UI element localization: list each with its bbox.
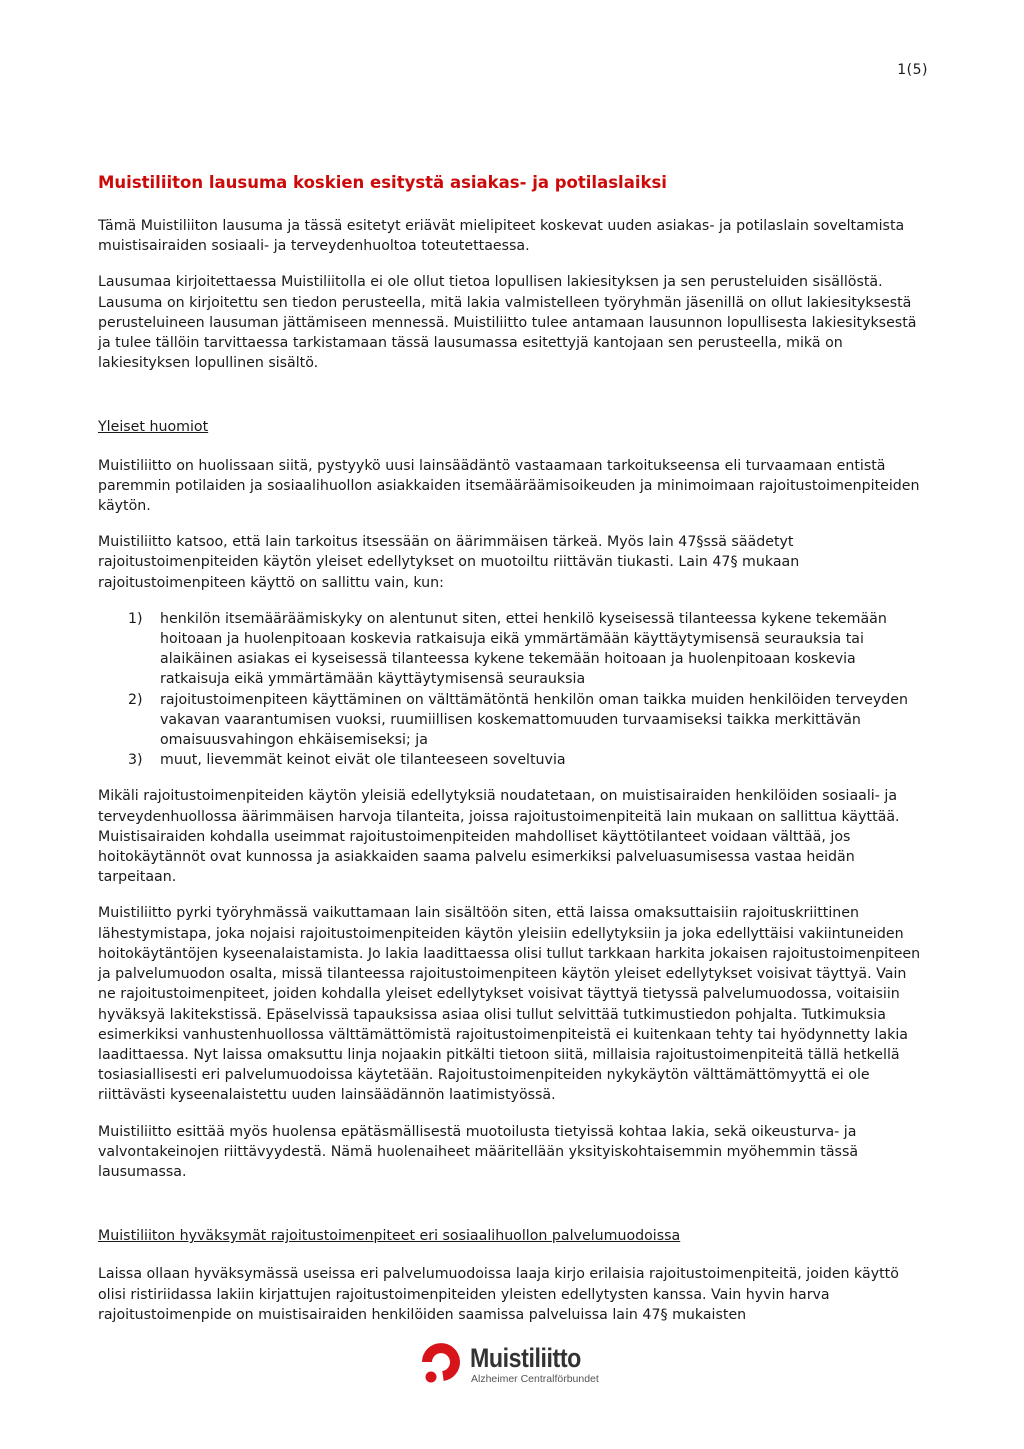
- list-item-number: 2): [128, 691, 143, 708]
- document-body: [98, 172, 924, 1341]
- list-item: [98, 690, 924, 751]
- general-paragraph-3: Mikäli rajoitustoimenpiteiden käytön yleisiä edellytyksiä noudatetaan, on muistisairaiden henkilöiden sosiaali- ja terveydenhuollossa äärimmäisen harvoja tilanteita, joissa rajoitustoimenpiteitä lain mukaan on sallittua käyttää. Muistisairaiden kohdalla useimmat rajoitustoimenpiteiden mahdolliset käyttötilanteet voidaan välttää, jos hoitokäytännöt ovat kunnossa ja asiakkaiden saama palvelu esimerkiksi palveluasumisessa vastaa heidän tarpeitaan.: [98, 788, 900, 886]
- section-heading-general: Yleiset huomiot: [98, 419, 209, 436]
- list-item: [98, 609, 924, 690]
- list-item-number: 3): [128, 752, 143, 769]
- general-paragraph-2: Muistiliitto katsoo, että lain tarkoitus itsessään on äärimmäisen tärkeä. Myös lain 47§ssä säädetyt rajoitustoimenpiteiden käytön yleiset edellytykset on muotoiltu riittävän tiukasti. Lain 47§ mukaan rajoitustoimenpiteen käyttö on sallittu vain, kun:: [98, 534, 800, 591]
- general-paragraph-5: Muistiliitto esittää myös huolensa epätäsmällisestä muotoilusta tietyissä kohtaa lakia, sekä oikeusturva- ja valvontakeinojen riittävyydestä. Nämä huolenaiheet määritellään yksityiskohtaisemmin myöhemmin tässä lausumassa.: [98, 1123, 859, 1180]
- conditions-list: [98, 609, 924, 771]
- list-item-number: 1): [128, 610, 143, 627]
- intro-paragraph-2: Lausumaa kirjoitettaessa Muistiliitolla ei ole ollut tietoa lopullisen lakiesityksen ja sen perusteluiden sisällöstä. Lausuma on kirjoitettu sen tiedon perusteella, mitä lakia valmistelleen työryhmän jäsenillä on ollut lakiesityksestä perusteluineen lausuman jättämiseen mennessä. Muistiliitto tulee antamaan lausunnon lopullisesta lakiesityksestä ja tulee tällöin tarvittaessa tarkistamaan tässä lausumassa esitettyjä kantojaan sen perusteella, mikä on lakiesityksen lopullinen sisältö.: [98, 274, 917, 372]
- logo-mark-icon: [418, 1341, 464, 1387]
- page-number: 1(5): [897, 62, 928, 78]
- document-title: Muistiliiton lausuma koskien esitystä asiakas- ja potilaslaiksi: [98, 173, 667, 192]
- logo-subtitle: Alzheimer Centralförbundet: [471, 1373, 599, 1385]
- intro-paragraph-1: Tämä Muistiliiton lausuma ja tässä esitetyt eriävät mielipiteet koskevat uuden asiakas- ja potilaslain soveltamista muistisairaiden sosiaali- ja terveydenhuoltoa toteutettaessa.: [98, 218, 905, 255]
- general-paragraph-1: Muistiliitto on huolissaan siitä, pystyykö uusi lainsäädäntö vastaamaan tarkoitukseensa eli turvaamaan entistä paremmin potilaiden ja sosiaalihuollon asiakkaiden itsemääräämisoikeuden ja minimoimaan rajoitustoimenpiteiden käytön.: [98, 457, 920, 515]
- list-item-text: rajoitustoimenpiteen käyttäminen on välttämätöntä henkilön oman taikka muiden henkilöiden terveyden vakavan vaarantumisen vuoksi, ruumiillisen koskemattomuuden turvaamiseksi taikka merkittävän omaisuusvahingon ehkäisemiseksi; ja: [160, 691, 908, 749]
- muistiliitto-logo: [418, 1341, 618, 1387]
- list-item-text: muut, lievemmät keinot eivät ole tilanteeseen soveltuvia: [160, 752, 566, 769]
- general-paragraph-4: Muistiliitto pyrki työryhmässä vaikuttamaan lain sisältöön siten, että laissa omaksuttaisiin rajoituskriittinen lähestymistapa, joka nojaisi rajoitustoimenpiteiden käytön yleisiin edellytyksiin ja joka edellyttäisi vakiintuneiden hoitokäytäntöjen kyseenalaistamista. Jo lakia laadittaessa olisi tullut tarkkaan harkita jokaisen rajoitustoimenpiteen ja palvelumuodon osalta, missä tilanteessa rajoitustoimenpiteen käytön yleiset edellytykset voisivat täyttyä. Vain ne rajoitustoimenpiteet, joiden kohdalla yleiset edellytykset voisivat täyttyä tietyssä palvelumuodossa, voitaisiin hyväksyä lakitekstissä. Epäselvissä tapauksissa asiaa olisi tullut selvittää tutkimustiedon pohjalta. Tutkimuksia esimerkiksi vanhustenhuollossa välttämättömistä rajoitustoimenpiteistä ei kuitenkaan tehty tai hyödynnetty lakia laadittaessa. Nyt laissa omaksuttu linja nojaakin pitkälti tietoon siitä, millaisia rajoitustoimenpiteitä tällä hetkellä tosiasiallisesti eri palvelumuodoissa käytetään. Rajoitustoimenpiteiden nykykäytön välttämättömyyttä ei ole riittävästi kyseenalaistettu uuden lainsäädännön laatimistyössä.: [98, 905, 921, 1104]
- list-item: [98, 750, 924, 770]
- accepted-measures-paragraph-1: Laissa ollaan hyväksymässä useissa eri palvelumuodoissa laaja kirjo erilaisia rajoitustoimenpiteitä, joiden käyttö olisi ristiriidassa lakiin kirjattujen rajoitustoimenpiteiden yleisten edellytysten kanssa. Vain hyvin harva rajoitustoimenpide on muistisairaiden henkilöiden saamissa palveluissa lain 47§ mukaisten: [98, 1266, 899, 1323]
- logo-name: Muistiliitto: [470, 1343, 581, 1373]
- section-heading-accepted-measures: Muistiliiton hyväksymät rajoitustoimenpiteet eri sosiaalihuollon palvelumuodoissa: [98, 1228, 681, 1245]
- list-item-text: henkilön itsemääräämiskyky on alentunut siten, ettei henkilö kyseisessä tilanteessa kykene tekemään hoitoaan ja huolenpitoaan koskevia ratkaisuja eikä ymmärtämään käyttäytymisensä seurauksia tai alaikäinen asiakas ei kyseisessä tilanteessa kykene tekemään hoitoaan ja huolenpitoaan koskevia ratkaisuja eikä ymmärtämään käyttäytymisensä seurauksia: [160, 610, 887, 688]
